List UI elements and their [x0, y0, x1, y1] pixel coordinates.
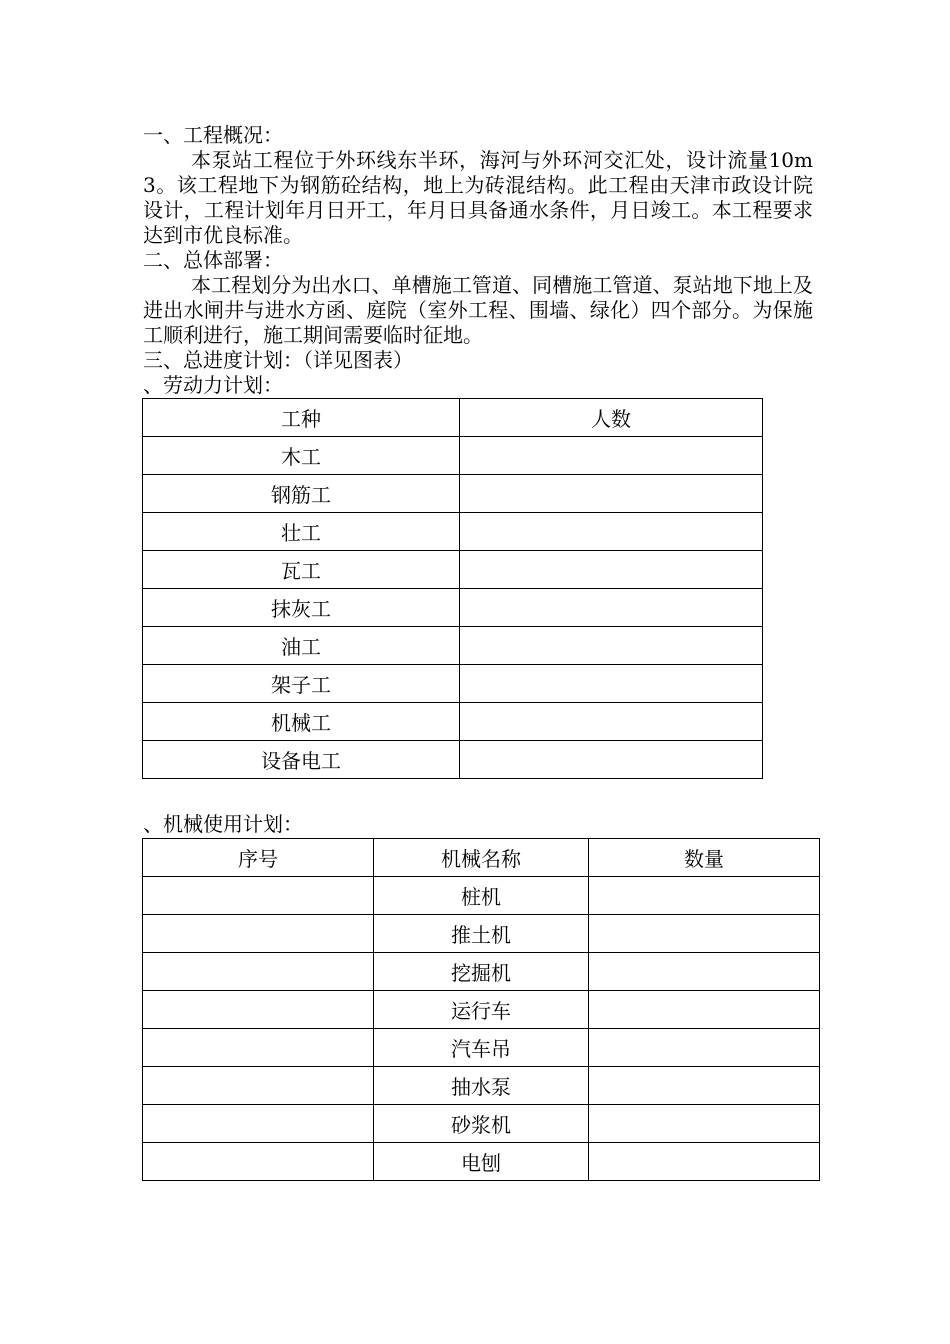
machine-name-cell: 砂浆机	[374, 1105, 589, 1143]
machine-name-cell: 运行车	[374, 991, 589, 1029]
headcount-cell	[460, 589, 763, 627]
quantity-cell	[589, 915, 820, 953]
serial-cell	[143, 877, 374, 915]
headcount-cell	[460, 437, 763, 475]
quantity-cell	[589, 877, 820, 915]
section-heading-overview: 一、工程概况：	[143, 123, 283, 147]
header-quantity: 数量	[589, 839, 820, 877]
labor-plan-table	[142, 398, 763, 779]
quantity-cell	[589, 1143, 820, 1181]
trade-cell: 抹灰工	[143, 589, 460, 627]
table-row	[143, 475, 763, 513]
headcount-cell	[460, 665, 763, 703]
machine-name-cell: 电刨	[374, 1143, 589, 1181]
quantity-cell	[589, 1105, 820, 1143]
serial-cell	[143, 953, 374, 991]
headcount-cell	[460, 551, 763, 589]
machine-plan-table	[142, 838, 820, 1181]
table-row	[143, 991, 820, 1029]
overview-paragraph: 本泵站工程位于外环线东半环，海河与外环河交汇处，设计流量10m3。该工程地下为钢筋砼结构，地上为砖混结构。此工程由天津市政设计院设计，工程计划年月日开工，年月日具备通水条件，月日竣工。本工程要求达到市优良标准。	[143, 148, 813, 247]
table-row	[143, 551, 763, 589]
header-serial-number: 序号	[143, 839, 374, 877]
table-header-row	[143, 839, 820, 877]
table-row	[143, 1105, 820, 1143]
table-row	[143, 915, 820, 953]
serial-cell	[143, 1143, 374, 1181]
trade-cell: 钢筋工	[143, 475, 460, 513]
serial-cell	[143, 915, 374, 953]
trade-cell: 壮工	[143, 513, 460, 551]
serial-cell	[143, 1067, 374, 1105]
machine-name-cell: 桩机	[374, 877, 589, 915]
machine-plan-caption: 、机械使用计划：	[143, 812, 303, 836]
header-trade: 工种	[143, 399, 460, 437]
machine-name-cell: 抽水泵	[374, 1067, 589, 1105]
table-row	[143, 513, 763, 551]
header-machine-name: 机械名称	[374, 839, 589, 877]
machine-name-cell: 挖掘机	[374, 953, 589, 991]
trade-cell: 机械工	[143, 703, 460, 741]
machine-name-cell: 汽车吊	[374, 1029, 589, 1067]
headcount-cell	[460, 741, 763, 779]
trade-cell: 架子工	[143, 665, 460, 703]
trade-cell: 瓦工	[143, 551, 460, 589]
headcount-cell	[460, 513, 763, 551]
table-row	[143, 1067, 820, 1105]
table-row	[143, 665, 763, 703]
table-row	[143, 589, 763, 627]
table-row	[143, 703, 763, 741]
table-row	[143, 877, 820, 915]
table-row	[143, 1029, 820, 1067]
table-header-row	[143, 399, 763, 437]
quantity-cell	[589, 1029, 820, 1067]
deployment-paragraph: 本工程划分为出水口、单槽施工管道、同槽施工管道、泵站地下地上及进出水闸井与进水方函、庭院（室外工程、围墙、绿化）四个部分。为保施工顺利进行，施工期间需要临时征地。	[143, 273, 813, 347]
section-heading-schedule: 三、总进度计划：（详见图表）	[143, 348, 413, 372]
headcount-cell	[460, 627, 763, 665]
serial-cell	[143, 1029, 374, 1067]
headcount-cell	[460, 703, 763, 741]
trade-cell: 木工	[143, 437, 460, 475]
table-row	[143, 627, 763, 665]
section-heading-deployment: 二、总体部署：	[143, 248, 283, 272]
table-row	[143, 953, 820, 991]
quantity-cell	[589, 1067, 820, 1105]
trade-cell: 油工	[143, 627, 460, 665]
serial-cell	[143, 1105, 374, 1143]
labor-plan-caption: 、劳动力计划：	[143, 373, 283, 397]
table-row	[143, 437, 763, 475]
machine-name-cell: 推土机	[374, 915, 589, 953]
trade-cell: 设备电工	[143, 741, 460, 779]
document-text	[143, 123, 813, 398]
quantity-cell	[589, 953, 820, 991]
quantity-cell	[589, 991, 820, 1029]
headcount-cell	[460, 475, 763, 513]
table-row	[143, 1143, 820, 1181]
header-headcount: 人数	[460, 399, 763, 437]
serial-cell	[143, 991, 374, 1029]
table-row	[143, 741, 763, 779]
